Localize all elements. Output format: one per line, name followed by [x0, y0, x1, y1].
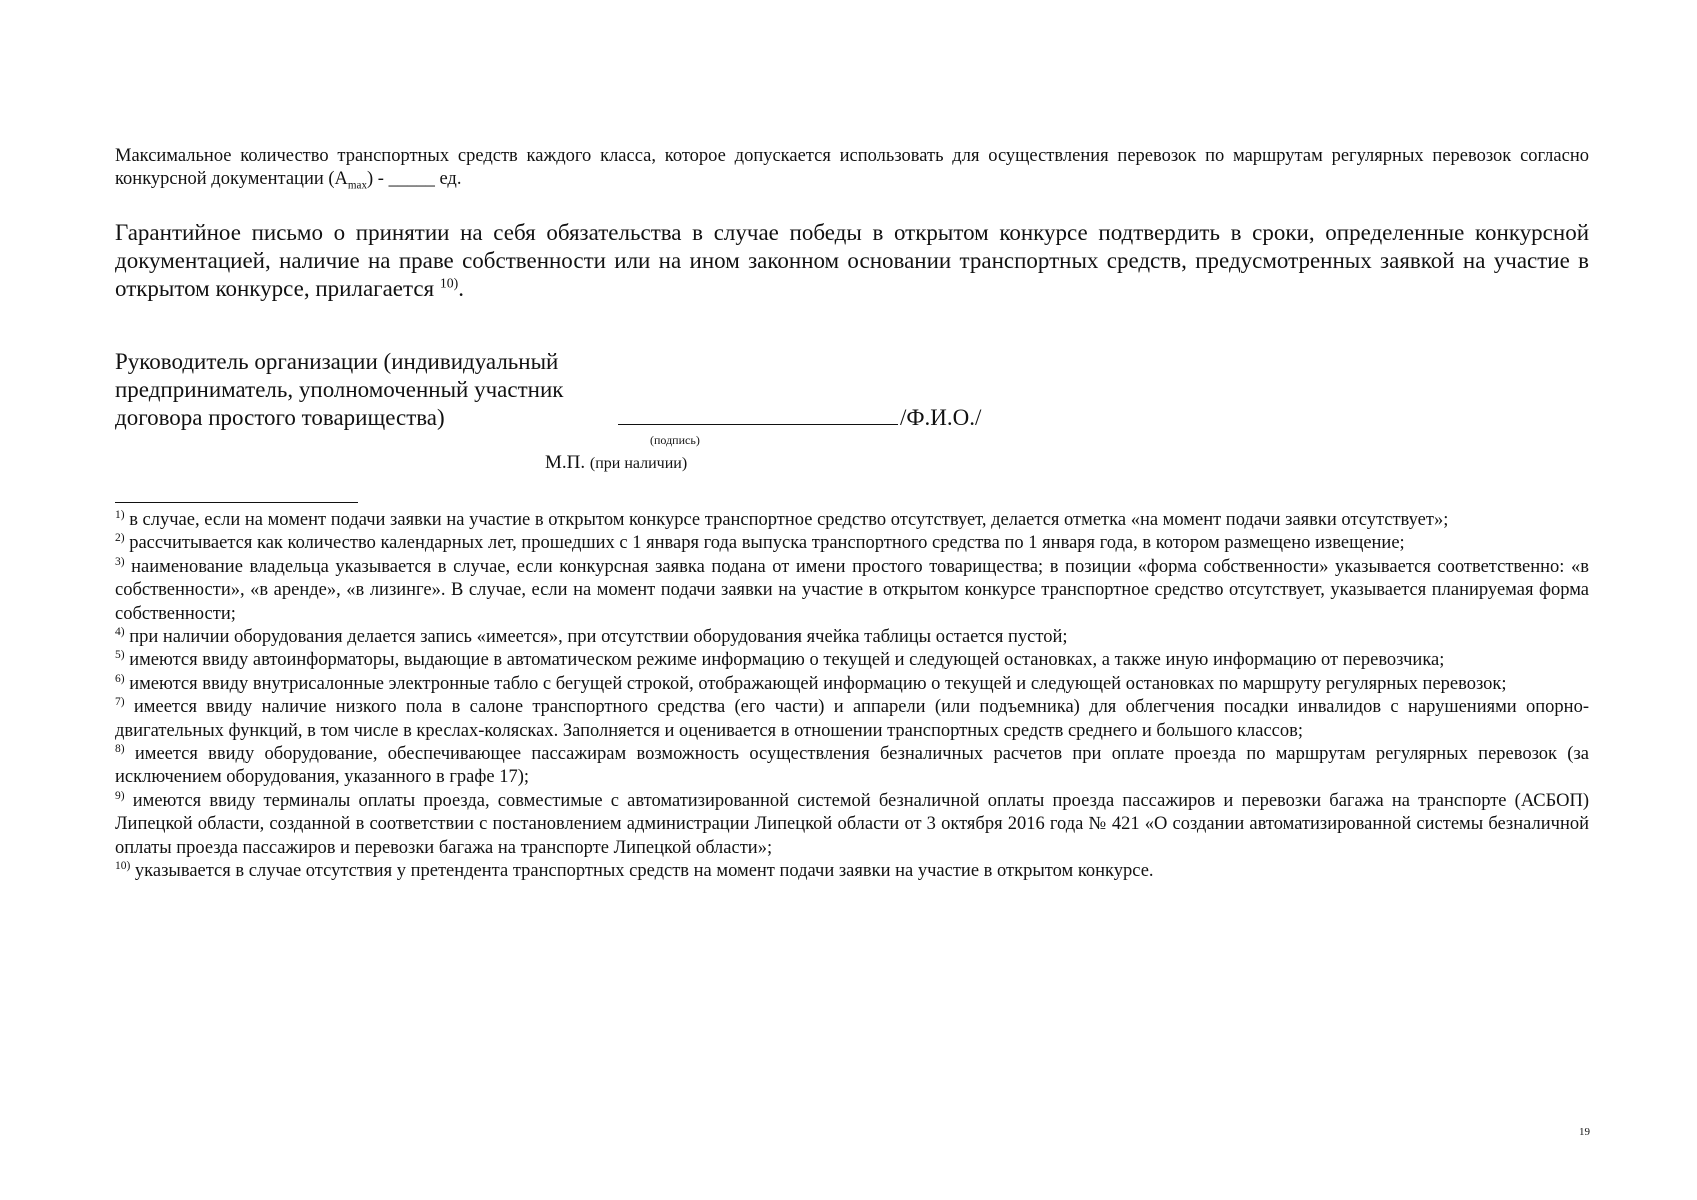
footnote-mark: 8)	[115, 742, 125, 755]
footnote-separator	[115, 502, 358, 503]
footnote-item	[115, 790, 1589, 860]
footnotes-list	[115, 509, 1589, 884]
signatory-line-3: договора простого товарищества)	[115, 405, 445, 430]
guarantee-end: .	[458, 276, 465, 301]
footnote-text: имеются ввиду терминалы оплаты проезда, совместимые с автоматизированной системой безналичной оплаты проезда пассажиров и перевозки багажа на транспорте (АСБОП) Липецкой области, созданной в соответствии с постановлением администрации Липецкой области от 3 октября 2016 года № 421 «О создании автоматизированной системы безналичной оплаты проезда пассажиров и перевозки багажа на транспорте Липецкой области»;	[115, 790, 1589, 858]
page-number: 19	[1579, 1126, 1590, 1138]
footnote-text: имеются ввиду внутрисалонные электронные табло с бегущей строкой, отображающей информацию о текущей и следующей остановках по маршруту регулярных перевозок;	[124, 673, 1507, 694]
signatory-line-1: Руководитель организации (индивидуальный	[115, 349, 559, 374]
stamp-placeholder	[545, 451, 687, 476]
max-vehicles-paragraph	[115, 145, 1589, 191]
signature-line	[618, 404, 898, 425]
footnote-item	[115, 860, 1589, 883]
footnote-text: наименование владельца указывается в случае, если конкурсная заявка подана от имени простого товарищества; в позиции «форма собственности» указывается соответственно: «в собственности», «в аренде», «в лизинге». В случае, если на момент подачи заявки на участие в открытом конкурсе транспортное средство отсутствует, указывается планируемая форма собственности;	[115, 556, 1589, 624]
footnote-mark: 7)	[115, 696, 125, 709]
footnote-text: в случае, если на момент подачи заявки на участие в открытом конкурсе транспортное средство отсутствует, делается отметка «на момент подачи заявки отсутствует»;	[124, 510, 1449, 530]
footnote-text: имеется ввиду оборудование, обеспечивающее пассажирам возможность осуществления безналичных расчетов при оплате проезда по маршрутам регулярных перевозок (за исключением оборудования, указанного в графе 17);	[115, 744, 1589, 788]
max-vehicles-blank: ) - _____ ед.	[367, 169, 462, 189]
footnote-mark: 6)	[115, 672, 125, 685]
guarantee-text: Гарантийное письмо о принятии на себя обязательства в случае победы в открытом конкурсе подтвердить в сроки, определенные конкурсной документацией, наличие на праве собственности или на ином законном основании транспортных средств, предусмотренных заявкой на участие в открытом конкурсе, прилагается	[115, 220, 1589, 301]
guarantee-paragraph	[115, 219, 1589, 303]
footnote-item	[115, 556, 1589, 626]
footnote-mark: 2)	[115, 532, 125, 545]
footnote-item	[115, 743, 1589, 790]
footnote-item	[115, 649, 1589, 672]
footnote-mark: 9)	[115, 789, 125, 802]
footnote-item	[115, 509, 1589, 532]
footnote-mark: 4)	[115, 625, 125, 638]
footnote-mark: 5)	[115, 649, 125, 662]
footnote-text: при наличии оборудования делается запись «имеется», при отсутствии оборудования ячейка таблицы остается пустой;	[124, 627, 1068, 648]
stamp-note: (при наличии)	[589, 455, 688, 472]
footnote-item	[115, 673, 1589, 696]
signatory-title	[115, 348, 563, 432]
footnote-mark: 3)	[115, 555, 125, 568]
signature-row	[618, 404, 981, 432]
guarantee-footnote-ref: 10)	[439, 275, 459, 291]
footnote-text: имеются ввиду автоинформаторы, выдающие в автоматическом режиме информацию о текущей и следующей остановках, а также иную информацию от перевозчика;	[124, 650, 1445, 671]
footnote-mark: 1)	[115, 508, 125, 521]
max-subscript: max	[347, 179, 368, 192]
footnote-item	[115, 626, 1589, 649]
footnote-text: указывается в случае отсутствия у претендента транспортных средств на момент подачи заявки на участие в открытом конкурсе.	[130, 861, 1154, 882]
footnote-text: рассчитывается как количество календарных лет, прошедших с 1 января года выпуска транспортного средства по 1 января года, в котором размещено извещение;	[124, 533, 1405, 554]
signatory-line-2: предприниматель, уполномоченный участник	[115, 377, 564, 402]
signature-caption: (подпись)	[650, 433, 700, 447]
footnote-text: имеется ввиду наличие низкого пола в салоне транспортного средства (его части) и аппарели (или подъемника) для облегчения посадки инвалидов с нарушениями опорно-двигательных функций, в том числе в креслах-колясках. Заполняется и оценивается в отношении транспортных средств среднего и большого классов;	[115, 697, 1589, 741]
footnote-mark: 10)	[115, 859, 131, 872]
max-vehicles-text: Максимальное количество транспортных средств каждого класса, которое допускается использовать для осуществления перевозок по маршрутам регулярных перевозок согласно конкурсной документации (А	[115, 146, 1589, 189]
footnote-item	[115, 696, 1589, 743]
stamp-label: М.П.	[545, 452, 586, 473]
fio-label: /Ф.И.О./	[900, 405, 982, 430]
footnote-item	[115, 532, 1589, 555]
